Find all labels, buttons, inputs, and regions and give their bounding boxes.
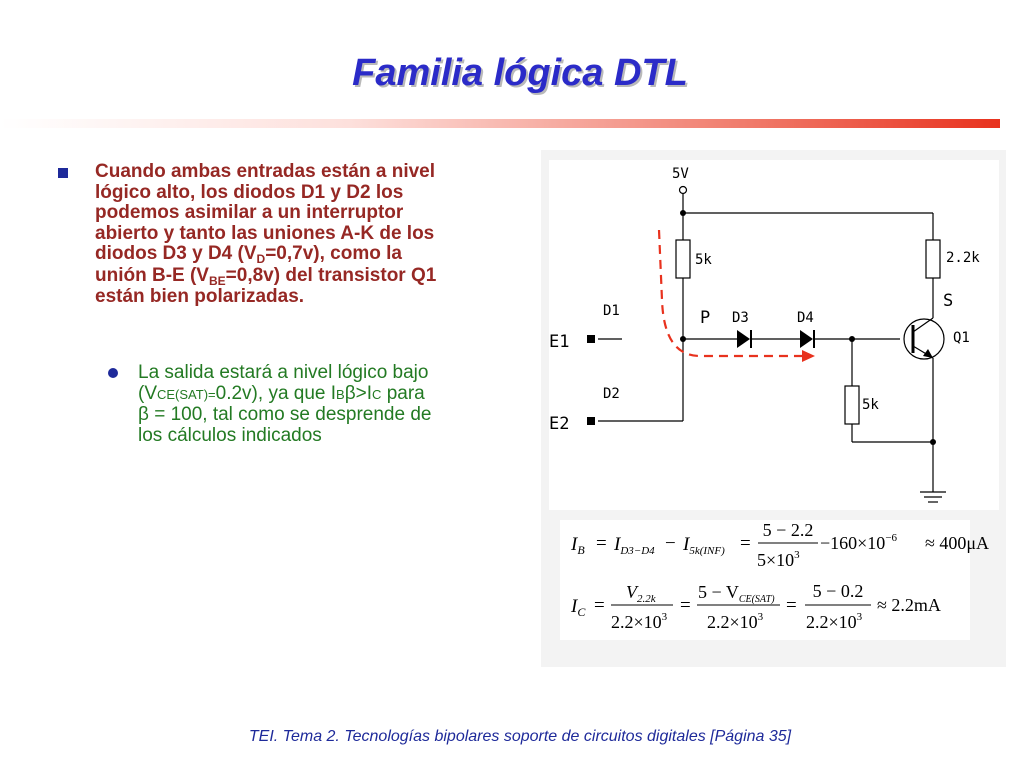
slide-title: Familia lógica DTL	[352, 52, 688, 94]
r2-label: 2.2k	[946, 250, 980, 266]
svg-text:V2.2k: $V_{2.2k}$	[626, 582, 656, 605]
dtl-circuit-diagram	[541, 150, 1006, 667]
svg-text:5×103: $5\times 10^3$	[757, 549, 800, 570]
svg-text:5 − 0.2: 5 − 0.2	[812, 581, 864, 601]
d4-label: D4	[797, 310, 814, 326]
square-bullet-icon	[58, 168, 68, 178]
r3-label: 5k	[862, 397, 879, 413]
r1-label: 5k	[695, 252, 712, 268]
svg-text:IB: $I_B$	[571, 534, 585, 557]
svg-text:=: =	[786, 595, 797, 616]
svg-text:ID3−D4: $I_{D3-D4}$	[614, 534, 655, 557]
svg-text:IC: $I_C$	[571, 596, 586, 619]
svg-text:I5k(INF): $I_{5k(INF)}$	[683, 534, 725, 557]
q1-label: Q1	[953, 330, 970, 346]
svg-text:−160×10−6: $-160\times 10^{-6}$	[820, 532, 898, 553]
svg-text:≈ 400μA: ≈ 400μA	[925, 533, 990, 553]
node-p-label: P	[700, 308, 711, 328]
output-label: S	[943, 291, 954, 311]
svg-text:=: =	[594, 595, 605, 616]
svg-text:2.2×103: $2.2\times 10^3$	[707, 611, 764, 632]
main-bullet-text: Cuando ambas entradas están a nivel lógico alto, los diodos D1 y D2 los podemos asimilar a un interruptor abierto y tanto las uniones A-K de los diodos D3 y D4 $(V_D=0,7v)$, como la unión B-E $(V_{BE}=0,8v)$ del transistor Q1 están bien polarizadas.	[95, 161, 437, 307]
svg-text:2.2×103: $2.2\times 10^3$	[611, 611, 668, 632]
d3-label: D3	[732, 310, 749, 326]
e2-label: E2	[549, 414, 570, 434]
round-bullet-icon	[108, 368, 118, 378]
supply-label: 5V	[672, 166, 689, 182]
svg-text:−: −	[665, 533, 676, 554]
svg-text:=: =	[680, 595, 691, 616]
d1-label: D1	[603, 303, 620, 319]
svg-text:5 − VCE(SAT): $5 - V_{CE(SAT)}$	[698, 582, 775, 605]
e1-label: E1	[549, 332, 570, 352]
svg-text:=: =	[596, 533, 607, 554]
slide-footer: TEI. Tema 2. Tecnologías bipolares soporte de circuitos digitales [Página 35]	[248, 728, 792, 745]
sub-bullet-text: La salida estará a nivel lógico bajo (VCE(SAT)=0.2v), ya que IBβ>IC para β = 100, tal como se desprende de los cálculos indicados	[138, 362, 432, 446]
svg-text:≈ 2.2mA: ≈ 2.2mA	[877, 595, 941, 615]
svg-text:5 − 2.2: 5 − 2.2	[762, 520, 814, 540]
title-underline	[0, 119, 1000, 128]
svg-text:2.2×103: $2.2\times 10^3$	[806, 611, 863, 632]
d2-label: D2	[603, 386, 620, 402]
svg-text:=: =	[740, 533, 751, 554]
